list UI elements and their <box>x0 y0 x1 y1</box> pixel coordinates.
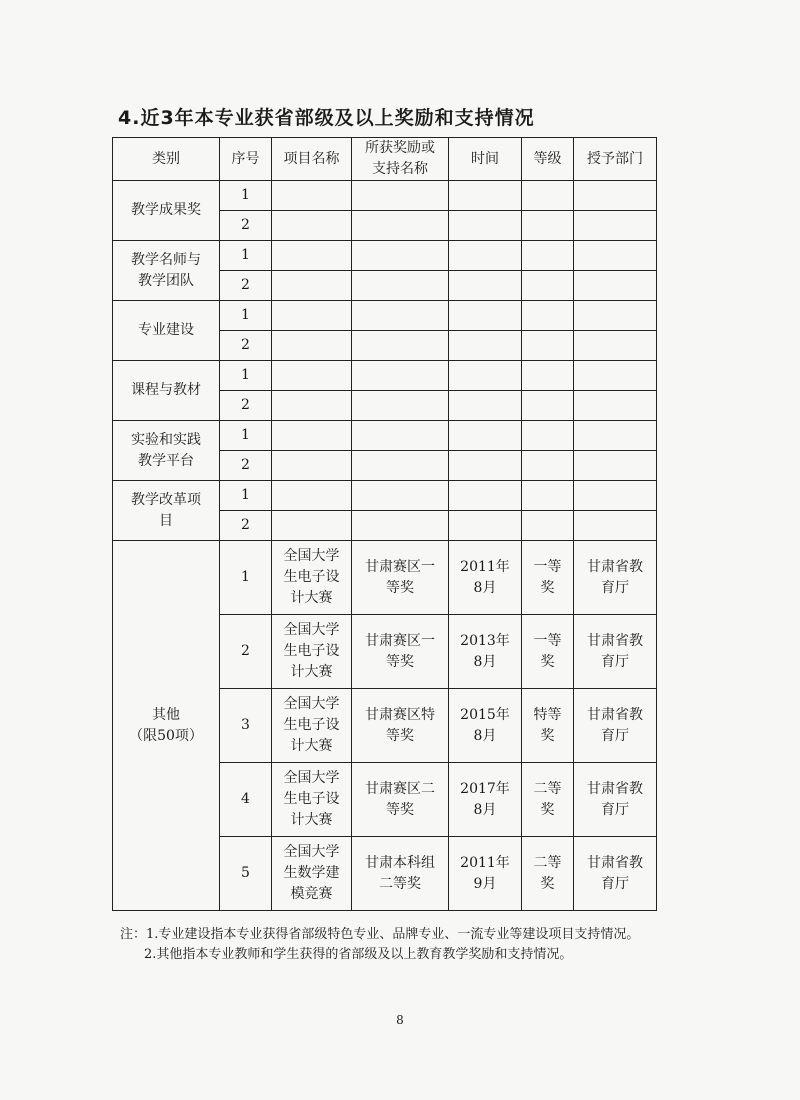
index-cell: 1 <box>220 421 272 451</box>
grade-cell <box>522 331 574 361</box>
category-cell: 专业建设 <box>113 301 220 361</box>
date-cell: 2011年 8月 <box>449 541 522 615</box>
grade-cell: 二等 奖 <box>522 837 574 911</box>
authority-cell <box>574 391 657 421</box>
date-cell <box>449 361 522 391</box>
grade-cell <box>522 241 574 271</box>
award-name-cell <box>352 301 449 331</box>
date-cell <box>449 481 522 511</box>
date-cell <box>449 451 522 481</box>
table-row <box>113 421 657 451</box>
award-name-cell: 甘肃赛区二 等奖 <box>352 763 449 837</box>
authority-cell <box>574 421 657 451</box>
category-cell: 课程与教材 <box>113 361 220 421</box>
project-name-cell <box>272 181 352 211</box>
project-name-cell <box>272 421 352 451</box>
column-header: 时间 <box>449 138 522 181</box>
award-name-cell: 甘肃本科组 二等奖 <box>352 837 449 911</box>
authority-cell: 甘肃省教 育厅 <box>574 689 657 763</box>
page-number: 8 <box>396 1013 404 1027</box>
note-1: 注：1.专业建设指本专业获得省部级特色专业、品牌专业、一流专业等建设项目支持情况。 <box>120 927 640 942</box>
award-name-cell <box>352 511 449 541</box>
index-cell: 1 <box>220 301 272 331</box>
column-header: 所获奖励或 支持名称 <box>352 138 449 181</box>
index-cell: 2 <box>220 511 272 541</box>
column-header: 项目名称 <box>272 138 352 181</box>
column-header: 等级 <box>522 138 574 181</box>
project-name-cell: 全国大学 生电子设 计大赛 <box>272 689 352 763</box>
grade-cell: 二等 奖 <box>522 763 574 837</box>
award-name-cell <box>352 361 449 391</box>
date-cell: 2011年 9月 <box>449 837 522 911</box>
category-cell: 实验和实践 教学平台 <box>113 421 220 481</box>
category-cell: 教学成果奖 <box>113 181 220 241</box>
award-name-cell <box>352 451 449 481</box>
authority-cell <box>574 451 657 481</box>
index-cell: 1 <box>220 241 272 271</box>
project-name-cell <box>272 211 352 241</box>
award-name-cell: 甘肃赛区特 等奖 <box>352 689 449 763</box>
grade-cell <box>522 211 574 241</box>
authority-cell: 甘肃省教 育厅 <box>574 615 657 689</box>
date-cell <box>449 211 522 241</box>
award-name-cell <box>352 391 449 421</box>
award-name-cell <box>352 241 449 271</box>
note-2: 2.其他指本专业教师和学生获得的省部级及以上教育教学奖励和支持情况。 <box>144 947 573 962</box>
grade-cell <box>522 301 574 331</box>
grade-cell <box>522 271 574 301</box>
awards-table <box>112 137 657 911</box>
grade-cell <box>522 181 574 211</box>
project-name-cell: 全国大学 生电子设 计大赛 <box>272 541 352 615</box>
grade-cell: 一等 奖 <box>522 541 574 615</box>
date-cell <box>449 331 522 361</box>
authority-cell <box>574 211 657 241</box>
project-name-cell: 全国大学 生电子设 计大赛 <box>272 763 352 837</box>
authority-cell: 甘肃省教 育厅 <box>574 541 657 615</box>
project-name-cell <box>272 511 352 541</box>
date-cell <box>449 511 522 541</box>
index-cell: 1 <box>220 361 272 391</box>
grade-cell <box>522 391 574 421</box>
date-cell: 2013年 8月 <box>449 615 522 689</box>
project-name-cell: 全国大学 生电子设 计大赛 <box>272 615 352 689</box>
grade-cell: 特等 奖 <box>522 689 574 763</box>
date-cell <box>449 241 522 271</box>
authority-cell <box>574 271 657 301</box>
award-name-cell <box>352 271 449 301</box>
project-name-cell <box>272 361 352 391</box>
index-cell: 2 <box>220 615 272 689</box>
authority-cell <box>574 481 657 511</box>
authority-cell <box>574 331 657 361</box>
date-cell <box>449 301 522 331</box>
index-cell: 3 <box>220 689 272 763</box>
date-cell <box>449 181 522 211</box>
category-cell: 教学名师与 教学团队 <box>113 241 220 301</box>
project-name-cell <box>272 301 352 331</box>
award-name-cell <box>352 421 449 451</box>
index-cell: 2 <box>220 211 272 241</box>
date-cell <box>449 271 522 301</box>
authority-cell <box>574 361 657 391</box>
authority-cell <box>574 301 657 331</box>
index-cell: 1 <box>220 541 272 615</box>
authority-cell <box>574 241 657 271</box>
index-cell: 2 <box>220 391 272 421</box>
grade-cell <box>522 421 574 451</box>
notes <box>120 925 639 965</box>
grade-cell <box>522 511 574 541</box>
authority-cell <box>574 511 657 541</box>
project-name-cell <box>272 331 352 361</box>
date-cell <box>449 421 522 451</box>
page-title: 4.近3年本专业获省部级及以上奖励和支持情况 <box>118 107 535 129</box>
award-name-cell: 甘肃赛区一 等奖 <box>352 541 449 615</box>
award-name-cell <box>352 331 449 361</box>
project-name-cell <box>272 241 352 271</box>
award-name-cell <box>352 481 449 511</box>
date-cell <box>449 391 522 421</box>
table-row <box>113 241 657 271</box>
project-name-cell <box>272 271 352 301</box>
table-row <box>113 541 657 615</box>
table-row <box>113 361 657 391</box>
index-cell: 2 <box>220 451 272 481</box>
date-cell: 2017年 8月 <box>449 763 522 837</box>
table-row <box>113 481 657 511</box>
category-cell: 其他 （限50项） <box>113 541 220 911</box>
award-name-cell: 甘肃赛区一 等奖 <box>352 615 449 689</box>
project-name-cell <box>272 391 352 421</box>
index-cell: 5 <box>220 837 272 911</box>
index-cell: 2 <box>220 271 272 301</box>
project-name-cell <box>272 451 352 481</box>
grade-cell <box>522 361 574 391</box>
project-name-cell: 全国大学 生数学建 模竞赛 <box>272 837 352 911</box>
project-name-cell <box>272 481 352 511</box>
index-cell: 2 <box>220 331 272 361</box>
index-cell: 1 <box>220 481 272 511</box>
grade-cell <box>522 451 574 481</box>
award-name-cell <box>352 211 449 241</box>
column-header: 授予部门 <box>574 138 657 181</box>
index-cell: 4 <box>220 763 272 837</box>
table-header-row <box>113 138 657 181</box>
authority-cell <box>574 181 657 211</box>
grade-cell <box>522 481 574 511</box>
table-row <box>113 301 657 331</box>
index-cell: 1 <box>220 181 272 211</box>
column-header: 类别 <box>113 138 220 181</box>
date-cell: 2015年 8月 <box>449 689 522 763</box>
authority-cell: 甘肃省教 育厅 <box>574 763 657 837</box>
category-cell: 教学改革项 目 <box>113 481 220 541</box>
grade-cell: 一等 奖 <box>522 615 574 689</box>
award-name-cell <box>352 181 449 211</box>
column-header: 序号 <box>220 138 272 181</box>
authority-cell: 甘肃省教 育厅 <box>574 837 657 911</box>
table-row <box>113 181 657 211</box>
